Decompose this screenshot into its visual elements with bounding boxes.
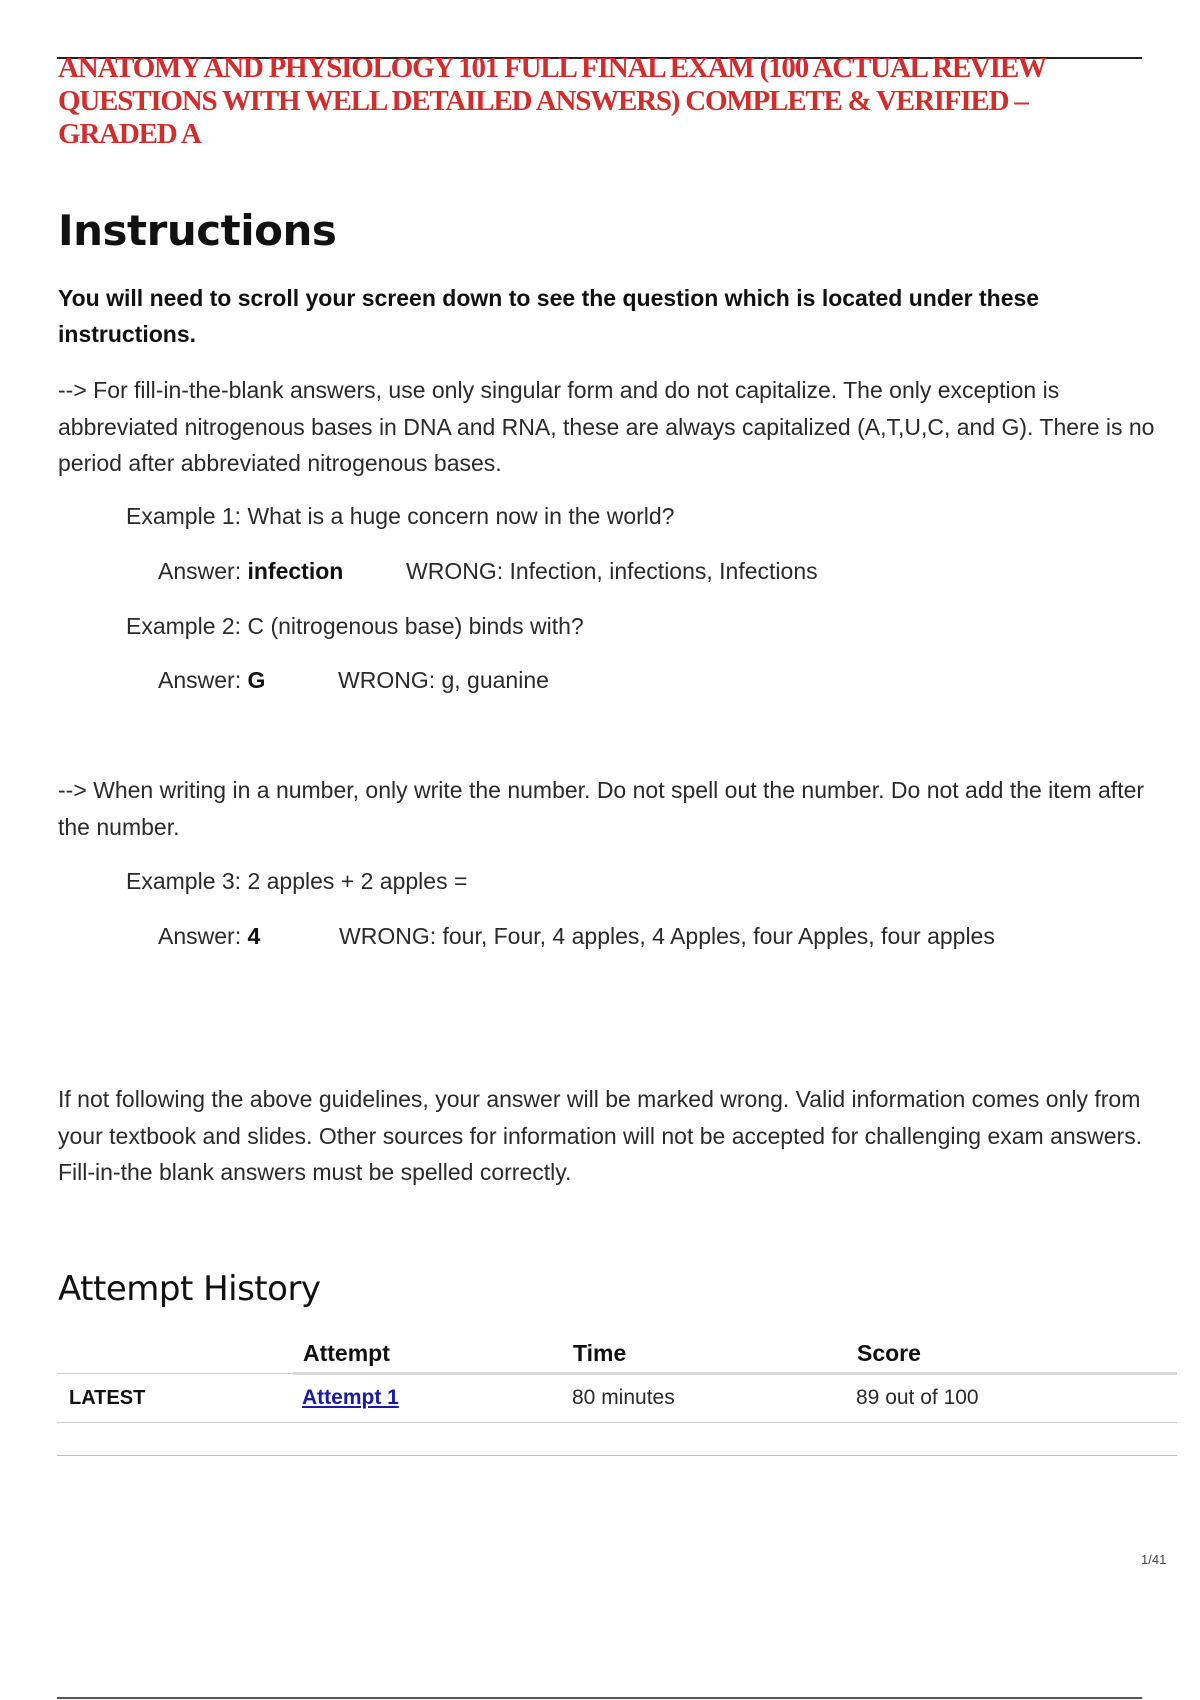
header-rule-left [57, 1373, 293, 1374]
column-header-score: Score [857, 1340, 921, 1366]
example-2-question: Example 2: C (nitrogenous base) binds with? [126, 613, 584, 639]
example-1-wrong: WRONG: Infection, infections, Infections [406, 558, 818, 584]
attempt-cell [302, 1383, 399, 1413]
column-header-attempt: Attempt [303, 1340, 390, 1366]
column-header-time: Time [573, 1340, 627, 1366]
page-number: 1/41 [1141, 1552, 1167, 1567]
example-3-answer-value: 4 [247, 923, 261, 949]
example-1-question: Example 1: What is a huge concern now in the world? [126, 503, 675, 529]
fill-in-blank-rule: --> For fill-in-the-blank answers, use only singular form and do not capitalize. The only exception is abbreviated nitrogenous bases in DNA and RNA, these are always capitalized (A,T,U,C, and G). There is no period after abbreviated nitrogenous bases. [58, 377, 1155, 476]
table-bottom-rule [57, 1455, 1177, 1456]
instructions-heading: Instructions [58, 206, 337, 255]
example-2-answer-label: Answer: [158, 667, 242, 693]
example-1-answer-label: Answer: [158, 558, 242, 584]
header-rule-right [293, 1372, 1177, 1375]
example-3-answer-label: Answer: [158, 923, 242, 949]
document-title: ANATOMY AND PHYSIOLOGY 101 FULL FINAL EXAM (100 ACTUAL REVIEW QUESTIONS WITH WELL DETAILED ANSWERS) COMPLETE & VERIFIED – GRADED A [58, 52, 1046, 150]
score-cell: 89 out of 100 [856, 1386, 979, 1409]
latest-label: LATEST [69, 1387, 146, 1409]
example-1-answer [158, 556, 343, 586]
scroll-note: You will need to scroll your screen down to see the question which is located under these instructions. [58, 285, 1040, 347]
example-2-wrong: WRONG: g, guanine [338, 667, 549, 693]
example-2-answer [158, 665, 265, 695]
attempt-1-link[interactable]: Attempt 1 [302, 1386, 399, 1409]
example-3-question: Example 3: 2 apples + 2 apples = [126, 868, 468, 894]
number-rule: --> When writing in a number, only write the number. Do not spell out the number. Do not add the item after the number. [58, 777, 1145, 840]
example-3-answer [158, 921, 260, 951]
example-3-wrong: WRONG: four, Four, 4 apples, 4 Apples, four Apples, four apples [339, 923, 995, 949]
example-2-answer-value: G [247, 667, 266, 693]
guidelines-note: If not following the above guidelines, your answer will be marked wrong. Valid information comes only from your textbook and slides. Other sources for information will not be accepted for challenging exam answers. Fill-in-the blank answers must be spelled correctly. [58, 1086, 1143, 1185]
example-1-answer-value: infection [247, 558, 344, 584]
bottom-rule [57, 1697, 1142, 1699]
row-rule [57, 1422, 1177, 1423]
time-cell: 80 minutes [572, 1386, 675, 1409]
attempt-history-heading: Attempt History [58, 1269, 321, 1309]
